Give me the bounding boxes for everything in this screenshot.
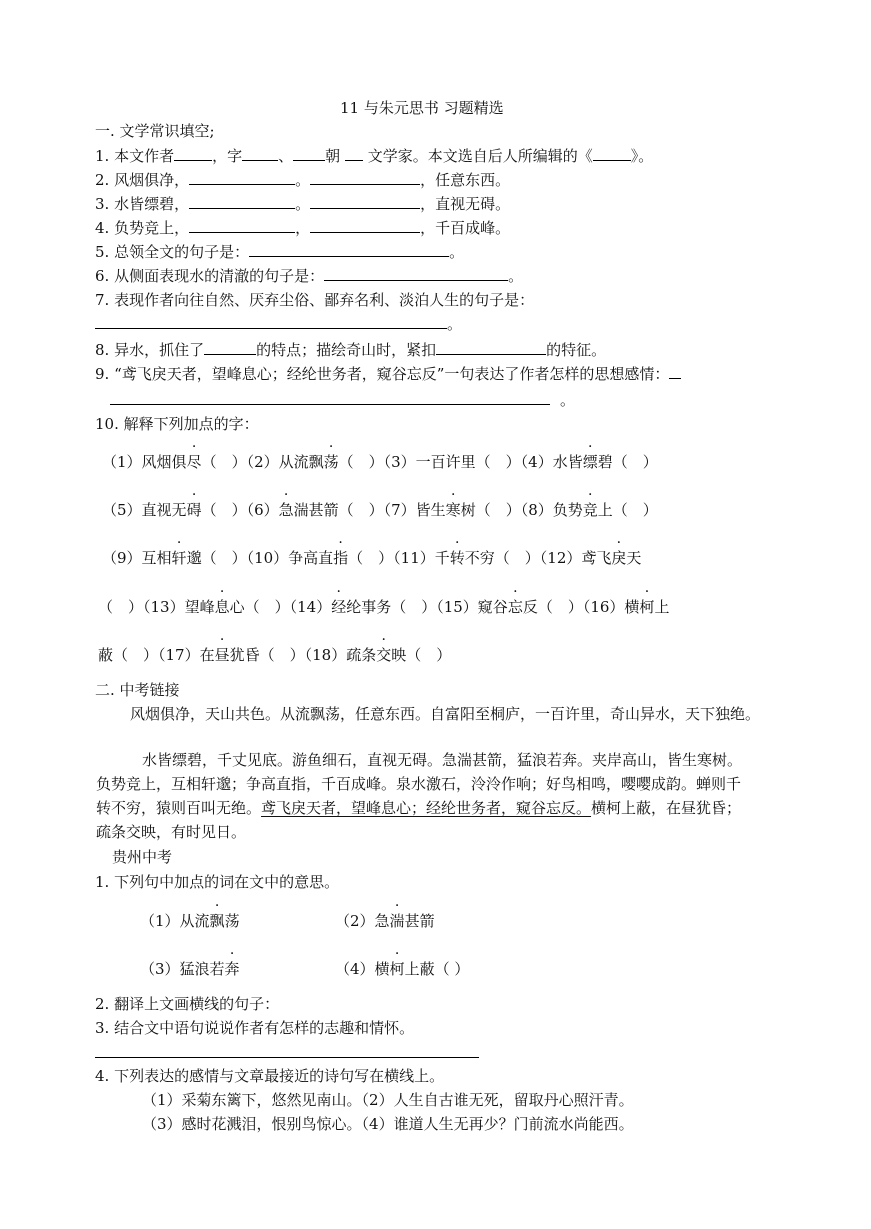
q1-item-text: （3）猛浪若 <box>140 960 225 978</box>
q1-blank-author[interactable] <box>174 146 212 161</box>
s2-q1-item-1 <box>140 910 240 932</box>
q10-text: 湍甚箭（ ）（7）皆生 <box>293 501 446 519</box>
q10-text: （ ）（6） <box>201 501 279 519</box>
q2-text-b: 。 <box>295 171 311 189</box>
q10-text: （ ）（3）一百许里（ ）（4）水皆 <box>338 453 583 471</box>
q1-item-text: （2）急 <box>335 912 390 930</box>
q10-dotted-char: 竞 <box>582 501 598 519</box>
question-7: 7. 表现作者向往自然、厌弃尘俗、鄙弃名利、淡泊人生的句子是： <box>95 291 535 309</box>
s2-q4-options-2: （3）感时花溅泪，恨别鸟惊心。（4）谁道人生无再少？门前流水尚能西。 <box>142 1115 634 1133</box>
question-1 <box>95 145 653 167</box>
q1-text-e: 文学家。本文选自后人所编辑的《 <box>367 147 593 165</box>
q1-dotted-char: 飘 <box>209 912 225 930</box>
underlined-sentence: 鸢飞戾天者，望峰息心；经纶世务者，窥谷忘反。 <box>261 799 592 817</box>
q6-text-a: 6. 从侧面表现水的清澈的句子是： <box>95 267 325 285</box>
q10-dotted-char: 轩 <box>171 549 187 567</box>
q1-item-text: 甚箭 <box>404 912 435 930</box>
q10-text: 映（ ） <box>391 646 452 664</box>
q3-text-b: 。 <box>295 195 311 213</box>
q1-dotted-char: 奔 <box>224 960 240 978</box>
q10-text: 碧（ ） <box>597 453 658 471</box>
q10-dotted-char: 急 <box>278 501 294 519</box>
s2-question-3: 3. 结合文中语句说说作者有怎样的志趣和情怀。 <box>95 1019 415 1037</box>
passage-line-3 <box>96 797 741 819</box>
q1-dotted-char: 湍 <box>389 912 405 930</box>
section2-heading: 二. 中考链接 <box>95 681 180 699</box>
q1-item-text: （4）横 <box>335 960 390 978</box>
passage-line-2: 负势竞上，互相轩邈；争高直指，千百成峰。泉水激石，泠泠作响；好鸟相鸣，嘤嘤成韵。蝉则千 <box>96 775 742 793</box>
q2-blank-1[interactable] <box>189 170 295 185</box>
q10-row-1 <box>102 451 658 473</box>
q1-text-f: 》。 <box>630 147 654 165</box>
passage-text: 横柯上蔽，在昼犹昏； <box>591 799 742 817</box>
question-3 <box>95 193 510 215</box>
question-10-heading: 10. 解释下列加点的字： <box>95 415 259 433</box>
q10-text: （ ）（13）望峰 <box>98 598 215 616</box>
q8-text-c: 的特征。 <box>546 341 607 359</box>
q10-text: 反（ ）（16）横 <box>522 598 640 616</box>
q1-item-text: 荡 <box>224 912 240 930</box>
q10-text: 不穷（ ）（12）鸢飞 <box>464 549 612 567</box>
q10-dotted-char: 戾 <box>611 549 627 567</box>
q8-text-b: 的特点；描绘奇山时，紧扣 <box>256 341 437 359</box>
q10-text: （ ）（2）从流飘 <box>201 453 324 471</box>
q4-text-b: ， <box>295 219 311 237</box>
q7-text-b: 。 <box>447 315 463 333</box>
q10-row-3 <box>102 547 641 569</box>
q4-blank-2[interactable] <box>310 218 420 233</box>
q10-text: 纶事务（ ）（15）窥谷 <box>346 598 508 616</box>
s2-q1-item-3 <box>140 958 240 980</box>
s2-question-4: 4. 下列表达的感情与文章最接近的诗句写在横线上。 <box>95 1067 445 1085</box>
question-8 <box>95 339 606 361</box>
q1-text-d: 朝 <box>325 147 341 165</box>
q10-text: （ ）（11）千 <box>348 549 450 567</box>
q10-text: 上（ ） <box>597 501 658 519</box>
q10-text: 天 <box>626 549 642 567</box>
q9-blank[interactable] <box>110 404 550 405</box>
q10-dotted-char: 寒 <box>445 501 461 519</box>
exam-source: 贵州中考 <box>112 848 173 866</box>
q10-dotted-char: 交 <box>376 646 392 664</box>
passage-text: 转不穷，猿则百叫无绝。 <box>96 799 262 817</box>
question-4 <box>95 217 510 239</box>
q10-dotted-char: 转 <box>449 549 465 567</box>
s2-q4-options-1: （1）采菊东篱下，悠然见南山。（2）人生自古谁无死，留取丹心照汗青。 <box>142 1091 634 1109</box>
s2-q3-answer-line[interactable] <box>95 1057 479 1058</box>
s2-q1-item-4 <box>335 958 469 980</box>
q10-row-2 <box>102 499 658 521</box>
q8-blank-2[interactable] <box>436 340 546 355</box>
q10-text: 上 <box>654 598 670 616</box>
q6-text-b: 。 <box>508 267 524 285</box>
q10-dotted-char: 昼 <box>214 646 230 664</box>
q9-text-a: 9. “鸢飞戾天者，望峰息心；经纶世务者，窥谷忘反”一句表达了作者怎样的思想感情： <box>95 365 670 383</box>
q10-text: （5）直视无 <box>102 501 187 519</box>
question-2 <box>95 169 510 191</box>
q10-dotted-char: 尽 <box>186 453 202 471</box>
s2-q1-item-2 <box>335 910 435 932</box>
q8-blank-1[interactable] <box>204 340 256 355</box>
question-9 <box>95 363 681 385</box>
q10-text: 邈（ ）（10）争高直 <box>186 549 334 567</box>
section1-heading: 一. 文学常识填空; <box>95 122 215 140</box>
q4-blank-1[interactable] <box>189 218 295 233</box>
q2-blank-2[interactable] <box>310 170 420 185</box>
passage-paragraph-1: 风烟俱净，天山共色。从流飘荡，任意东西。自富阳至桐庐，一百许里，奇山异水，天下独绝。 <box>130 705 761 723</box>
q1-text-b: ，字 <box>212 147 243 165</box>
q1-blank-2[interactable] <box>345 146 363 161</box>
q1-text-a: 1. 本文作者 <box>95 147 175 165</box>
q3-blank-1[interactable] <box>189 194 295 209</box>
q1-blank-dynasty[interactable] <box>293 146 325 161</box>
q3-blank-2[interactable] <box>310 194 420 209</box>
s2-question-2: 2. 翻译上文画横线的句子： <box>95 995 280 1013</box>
passage-line-1: 水皆缥碧，千丈见底。游鱼细石，直视无碍。急湍甚箭，猛浪若奔。夹岸高山，皆生寒树。 <box>142 751 743 769</box>
q5-blank[interactable] <box>249 242 449 257</box>
q10-text: （1）风烟俱 <box>102 453 187 471</box>
q10-text: 树（ ）（8）负势 <box>460 501 583 519</box>
q1-item-text: （1）从流 <box>140 912 210 930</box>
q1-blank-book[interactable] <box>593 146 631 161</box>
q10-dotted-char: 缥 <box>582 453 598 471</box>
q5-text-b: 。 <box>449 243 465 261</box>
q6-blank[interactable] <box>324 266 508 281</box>
q1-dotted-char: 柯 <box>389 960 405 978</box>
q10-dotted-char: 柯 <box>639 598 655 616</box>
q1-item-text: 上蔽（ ） <box>404 960 470 978</box>
question-7-answer <box>95 313 462 335</box>
q2-text-a: 2. 风烟俱净， <box>95 171 190 189</box>
q10-text: 犹昏（ ）（18）疏条 <box>229 646 377 664</box>
q10-row-5 <box>98 644 451 666</box>
q1-blank-style[interactable] <box>242 146 278 161</box>
q4-text-a: 4. 负势竞上， <box>95 219 190 237</box>
q8-text-a: 8. 异水，抓住了 <box>95 341 205 359</box>
q1-text-c: 、 <box>278 147 294 165</box>
q10-dotted-char: 经 <box>331 598 347 616</box>
question-6 <box>95 265 523 287</box>
q10-dotted-char: 息 <box>214 598 230 616</box>
q3-text-a: 3. 水皆缥碧， <box>95 195 190 213</box>
s2-question-1: 1. 下列句中加点的词在文中的意思。 <box>95 873 340 891</box>
q10-text: （9）互相 <box>102 549 172 567</box>
q5-text-a: 5. 总领全文的句子是： <box>95 243 250 261</box>
q10-dotted-char: 碍 <box>186 501 202 519</box>
q10-text: 蔽（ ）（17）在 <box>98 646 215 664</box>
q10-dotted-char: 荡 <box>323 453 339 471</box>
q10-dotted-char: 指 <box>333 549 349 567</box>
question-5 <box>95 241 464 263</box>
q9-end: 。 <box>560 391 576 409</box>
page-title: 11 与朱元思书 习题精选 <box>340 99 504 117</box>
q4-text-c: ，千百成峰。 <box>420 219 511 237</box>
q10-text: 心（ ）（14） <box>229 598 332 616</box>
q3-text-c: ，直视无碍。 <box>420 195 511 213</box>
q2-text-c: ，任意东西。 <box>420 171 511 189</box>
q10-dotted-char: 忘 <box>507 598 523 616</box>
q7-blank[interactable] <box>95 314 447 329</box>
q9-blank-start[interactable] <box>669 364 681 379</box>
q10-row-4 <box>98 596 669 618</box>
passage-line-4: 疏条交映，有时见日。 <box>96 823 247 841</box>
